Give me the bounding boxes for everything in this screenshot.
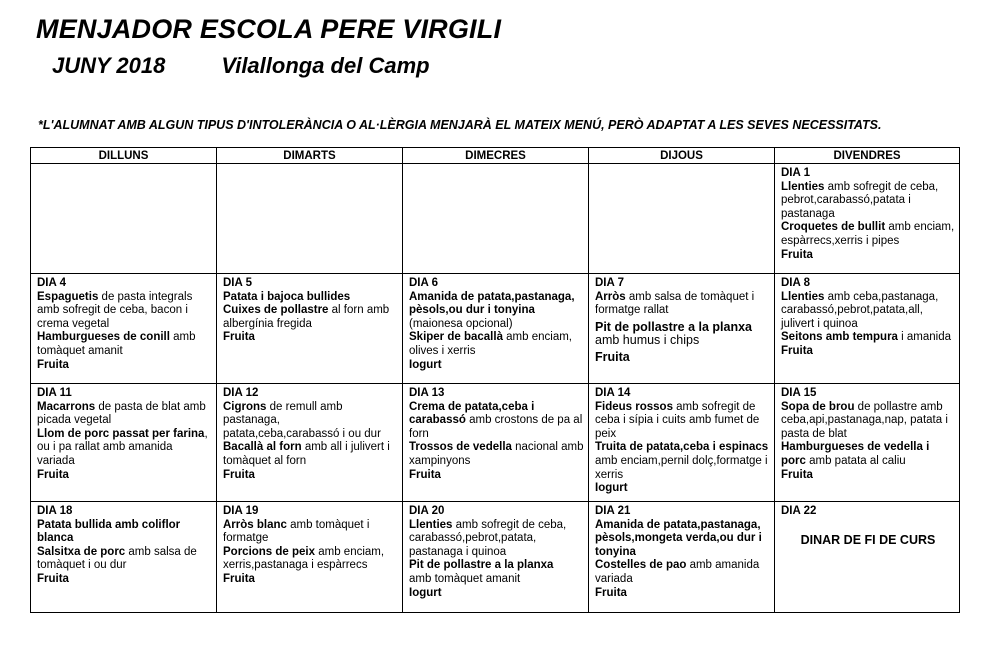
- allergy-notice: *L'ALUMNAT AMB ALGUN TIPUS D'INTOLERÀNCIA O AL·LÈRGIA MENJARÀ EL MATEIX MENÚ, PERÒ ADAPTAT A LES SEVES NECESSITATS.: [38, 118, 882, 132]
- second-dish: Llom de porc passat per farina, ou i pa rallat amb amanida variada: [37, 427, 208, 467]
- dessert: Iogurt: [409, 358, 442, 371]
- day-cell: [403, 384, 589, 502]
- day-cell: [775, 384, 960, 502]
- day-cell: [589, 274, 775, 384]
- dessert: Fruita: [595, 349, 630, 364]
- first-dish: Amanida de patata,pastanaga, pèsols,ou dur i tonyina: [409, 290, 575, 317]
- day-cell: [589, 502, 775, 613]
- dessert: Fruita: [223, 468, 255, 481]
- dessert: Iogurt: [595, 482, 628, 495]
- col-header-friday: DIVENDRES: [775, 148, 960, 164]
- day-label: DIA 15: [781, 387, 817, 399]
- first-dish: Amanida de patata,pastanaga, pèsols,mongeta verda,ou dur i tonyina: [595, 518, 762, 558]
- first-dish: Arròs amb salsa de tomàquet i formatge rallat: [595, 290, 755, 317]
- col-header-tuesday: DIMARTS: [217, 148, 403, 164]
- second-dish-side: amb humus i chips: [595, 333, 700, 348]
- day-cell: [217, 502, 403, 613]
- day-cell: [31, 384, 217, 502]
- second-dish-side: amb tomàquet amanit: [409, 572, 521, 585]
- first-dish: Sopa de brou de pollastre amb ceba,api,pastanaga,nap, patata i pasta de blat: [781, 400, 948, 440]
- day-label: DIA 6: [409, 277, 438, 289]
- second-dish: Cuixes de pollastre al forn amb albergínia fregida: [223, 304, 390, 330]
- second-dish: Hamburgueses de conill amb tomàquet amanit: [37, 331, 196, 357]
- empty-cell: [403, 164, 589, 274]
- day-label: DIA 11: [37, 387, 72, 399]
- second-dish: Hamburgueses de vedella i porc amb patata al caliu: [781, 441, 930, 467]
- first-dish: Arròs blanc amb tomàquet i formatge: [223, 518, 370, 545]
- second-dish: Truita de patata,ceba i espinacs amb enciam,pernil dolç,formatge i xerris: [595, 441, 769, 481]
- week-row: [31, 502, 960, 613]
- second-dish: Pit de pollastre a la planxa: [409, 559, 554, 572]
- col-header-thursday: DIJOUS: [589, 148, 775, 164]
- second-dish: Trossos de vedella nacional amb xampinyons: [409, 441, 584, 467]
- day-cell: [217, 384, 403, 502]
- first-dish: Patata i bajoca bullides: [223, 290, 351, 303]
- dessert: Fruita: [595, 586, 627, 599]
- dessert: Fruita: [37, 358, 69, 371]
- dessert: Fruita: [781, 468, 813, 481]
- day-cell: [403, 274, 589, 384]
- second-dish: Croquetes de bullit amb enciam, espàrrecs,xerris i pipes: [781, 221, 955, 247]
- day-label: DIA 18: [37, 505, 73, 517]
- first-dish: Espaguetis de pasta integrals amb sofregit de ceba, bacon i crema vegetal: [37, 290, 193, 330]
- second-dish: Salsitxa de porc amb salsa de tomàquet i ou dur: [37, 545, 197, 572]
- place-label: Vilallonga del Camp: [221, 53, 430, 78]
- month-label: JUNY 2018: [52, 53, 166, 78]
- day-cell: [403, 502, 589, 613]
- second-dish: Porcions de peix amb enciam, xerris,pastanaga i espàrrecs: [223, 545, 385, 572]
- second-dish: Costelles de pao amb amanida variada: [595, 559, 760, 585]
- empty-cell: [217, 164, 403, 274]
- day-cell: [217, 274, 403, 384]
- day-cell: [31, 274, 217, 384]
- first-dish: Llenties amb sofregit de ceba, pebrot,carabassó,patata i pastanaga: [781, 180, 939, 220]
- col-header-wednesday: DIMECRES: [403, 148, 589, 164]
- dessert: Iogurt: [409, 586, 442, 599]
- menu-table: [30, 147, 960, 613]
- second-dish: Skiper de bacallà amb enciam, olives i xerris: [409, 331, 572, 357]
- day-label: DIA 20: [409, 505, 445, 517]
- first-dish: Patata bullida amb coliflor blanca: [37, 518, 181, 545]
- week-row: [31, 274, 960, 384]
- day-label: DIA 21: [595, 505, 631, 517]
- dessert: Fruita: [781, 344, 813, 357]
- day-cell: [589, 384, 775, 502]
- week-row: [31, 164, 960, 274]
- day-label: DIA 14: [595, 387, 631, 399]
- first-dish: Cigrons de remull amb pastanaga, patata,ceba,carabassó i ou dur: [223, 400, 381, 440]
- second-dish: Pit de pollastre a la planxa: [595, 319, 753, 334]
- day-cell: [775, 164, 960, 274]
- dessert: Fruita: [223, 572, 255, 585]
- empty-cell: [589, 164, 775, 274]
- subtitle: [52, 53, 430, 79]
- dessert: Fruita: [37, 468, 69, 481]
- day-label: DIA 12: [223, 387, 259, 399]
- dessert: Fruita: [781, 248, 813, 261]
- page-title: MENJADOR ESCOLA PERE VIRGILI: [36, 14, 502, 44]
- day-label: DIA 13: [409, 387, 445, 399]
- dessert: Fruita: [409, 468, 441, 481]
- dessert: Fruita: [37, 572, 69, 585]
- col-header-monday: DILLUNS: [31, 148, 217, 164]
- day-label: DIA 7: [595, 277, 624, 289]
- end-of-year-lunch: DINAR DE FI DE CURS: [800, 532, 936, 547]
- day-label: DIA 4: [37, 277, 66, 289]
- day-cell: [775, 274, 960, 384]
- day-label: DIA 19: [223, 505, 259, 517]
- day-label: DIA 1: [781, 167, 810, 179]
- second-dish: Seitons amb tempura i amanida: [781, 331, 952, 344]
- first-dish: Llenties amb sofregit de ceba, carabassó,pebrot,patata, pastanaga i quinoa: [409, 518, 567, 558]
- weekday-header-row: [31, 148, 960, 164]
- first-dish: Llenties amb ceba,pastanaga, carabassó,pebrot,patata,all, julivert i quinoa: [781, 290, 939, 330]
- day-cell: [775, 502, 960, 613]
- day-cell: [31, 502, 217, 613]
- second-dish: Bacallà al forn amb all i julivert i tomàquet al forn: [223, 441, 390, 467]
- dessert: Fruita: [223, 331, 255, 344]
- day-label: DIA 22: [781, 505, 817, 517]
- first-dish: Crema de patata,ceba i carabassó amb crostons de pa al forn: [409, 400, 583, 440]
- first-dish-note: (maionesa opcional): [409, 317, 513, 330]
- day-label: DIA 5: [223, 277, 252, 289]
- empty-cell: [31, 164, 217, 274]
- first-dish: Fideus rossos amb sofregit de ceba i sípia i cuits amb fumet de peix: [595, 400, 760, 440]
- week-row: [31, 384, 960, 502]
- day-label: DIA 8: [781, 277, 810, 289]
- first-dish: Macarrons de pasta de blat amb picada vegetal: [37, 400, 206, 427]
